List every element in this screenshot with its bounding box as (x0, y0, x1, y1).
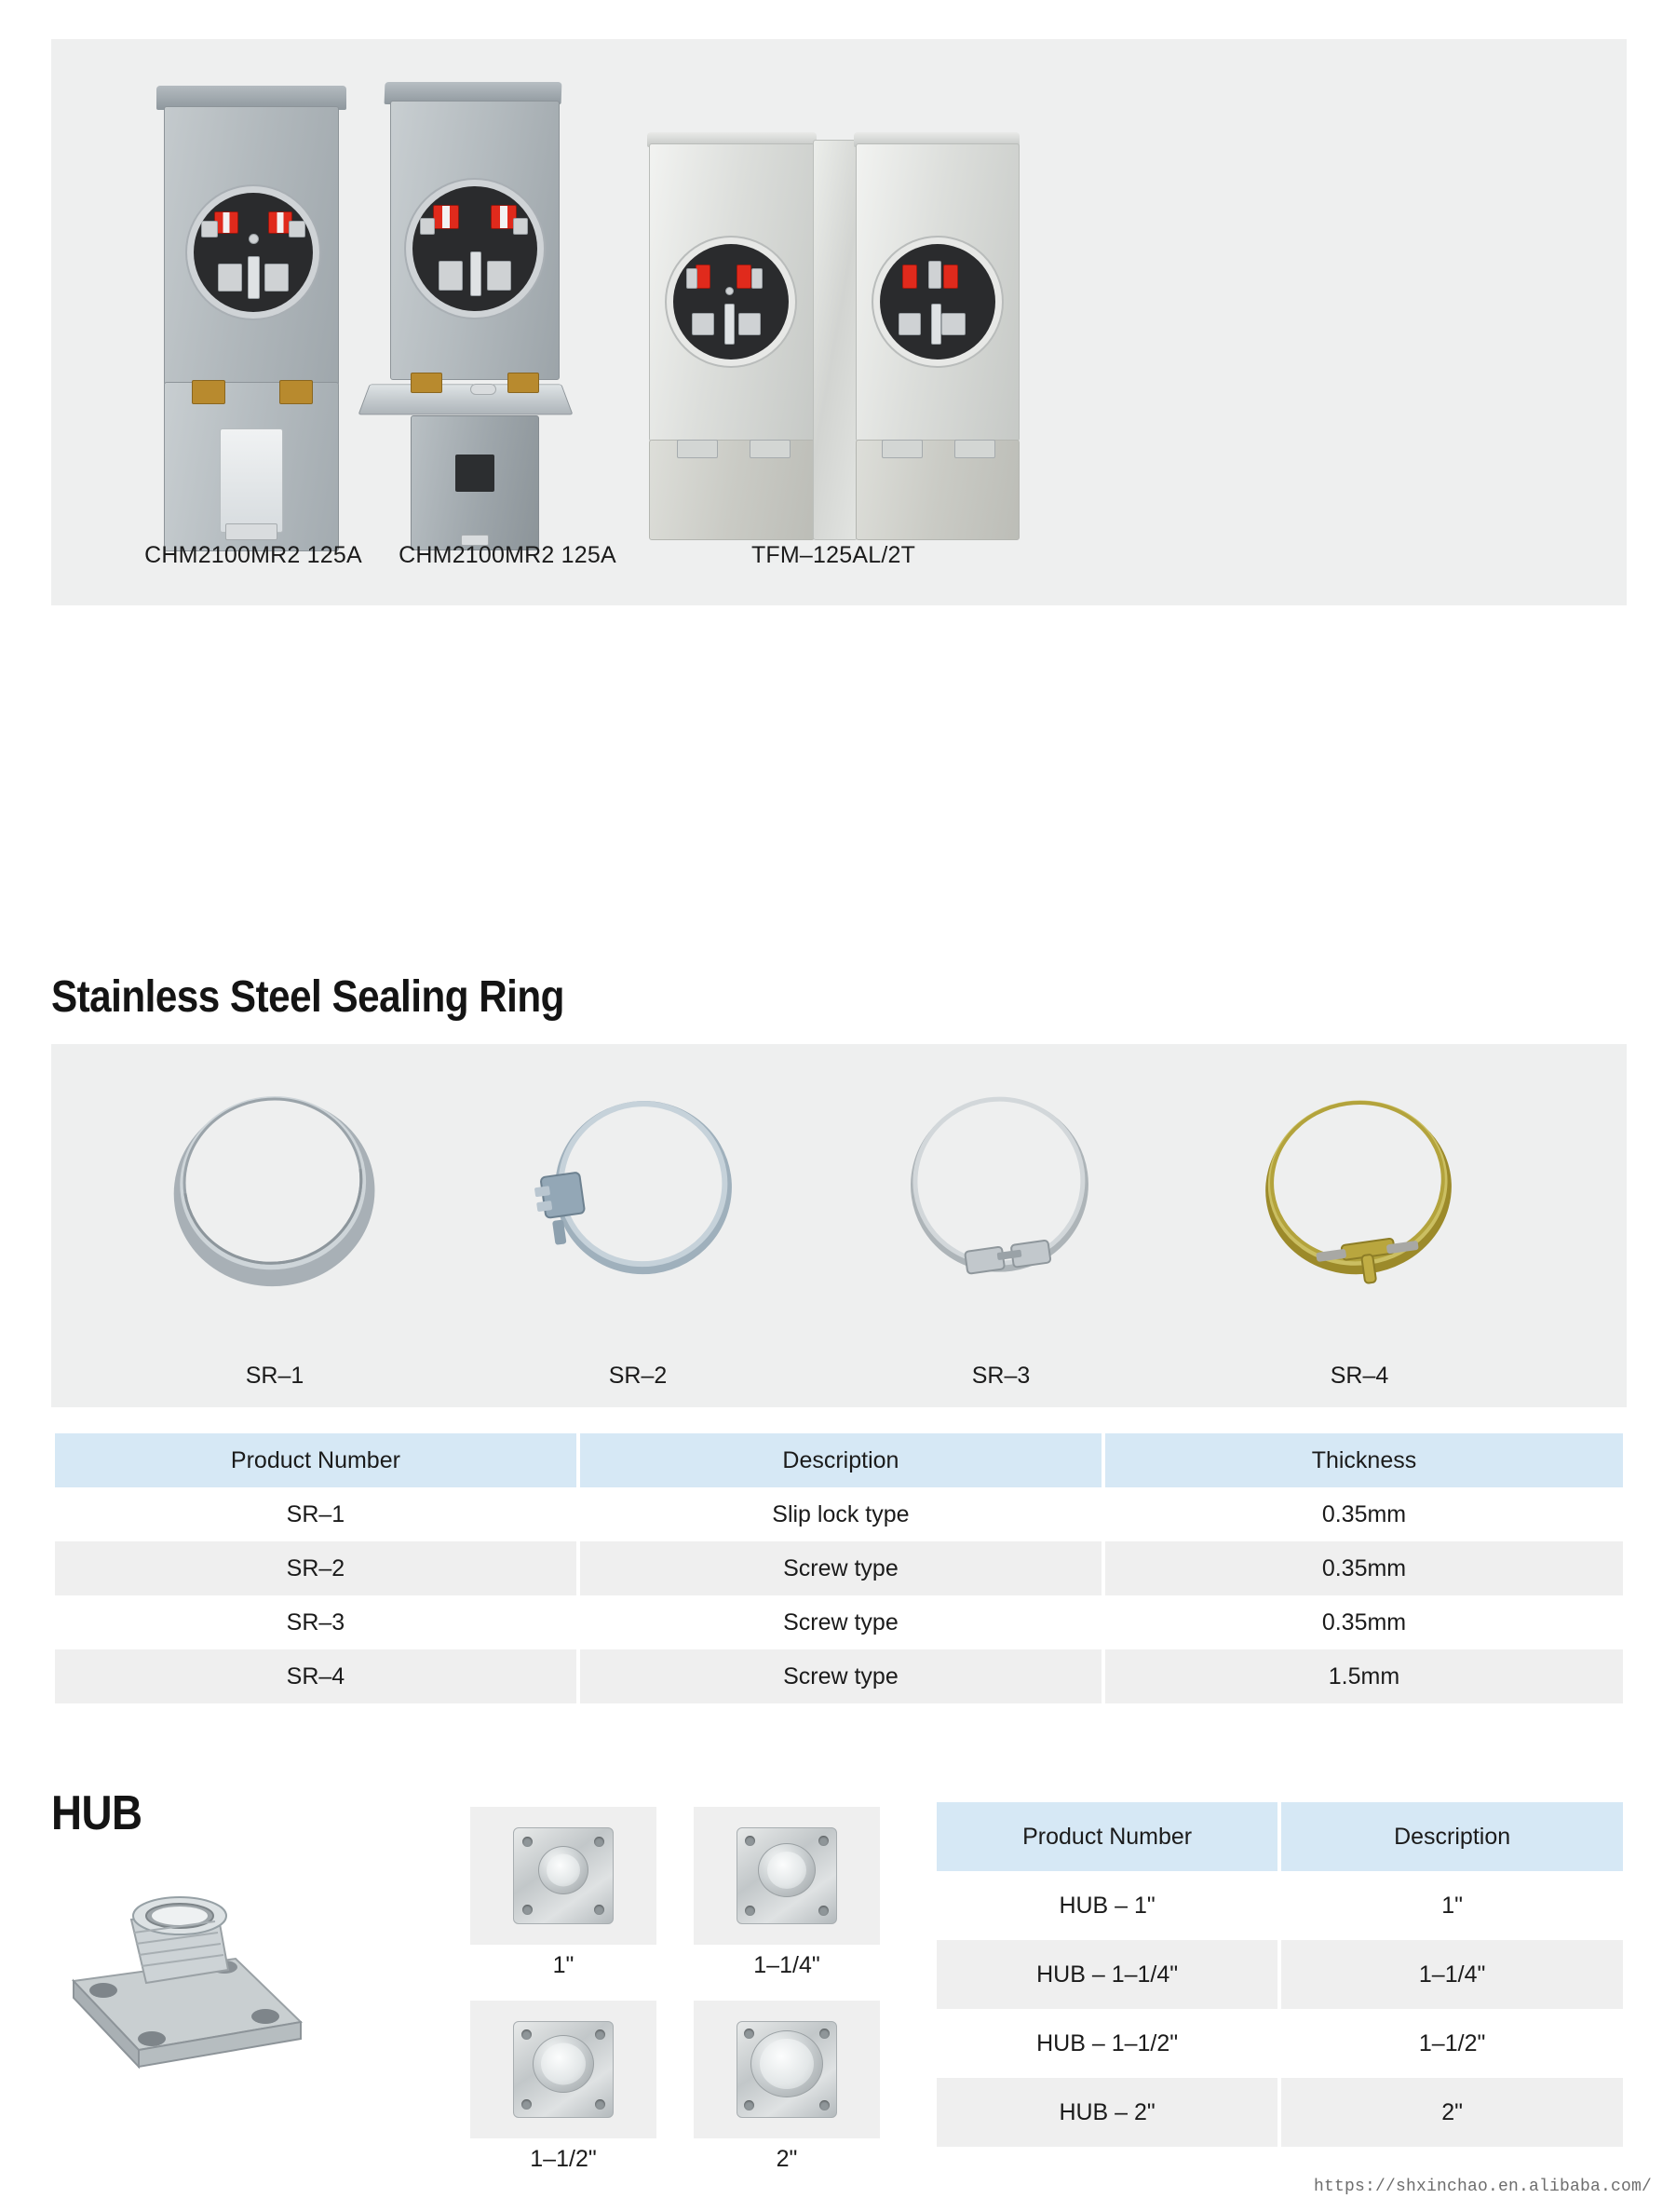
hub-thumbnail-label-2: 1–1/4" (753, 1952, 820, 1978)
cell-description: 1" (1281, 1871, 1623, 1940)
cell-description: 2" (1281, 2078, 1623, 2147)
sr-1-ring-icon (144, 1073, 405, 1318)
sealing-ring-panel (51, 1044, 1627, 1407)
sealing-ring-caption-3: SR–3 (971, 1363, 1031, 1389)
cell-product-number: HUB – 1–1/2" (937, 2009, 1277, 2078)
meter-caption-2: CHM2100MR2 125A (399, 542, 616, 568)
column-header-product-number: Product Number (55, 1433, 576, 1487)
table-row (55, 1541, 1623, 1595)
cell-thickness: 0.35mm (1105, 1595, 1623, 1649)
table-header-row (937, 1802, 1623, 1871)
cell-product-number: SR–4 (55, 1649, 576, 1703)
sr-4-ring-icon (1229, 1073, 1490, 1318)
table-row (55, 1649, 1623, 1703)
cell-thickness: 0.35mm (1105, 1541, 1623, 1595)
sealing-ring-item-4 (1220, 1074, 1499, 1389)
column-header-thickness: Thickness (1105, 1433, 1623, 1487)
sealing-ring-table (51, 1433, 1627, 1703)
sealing-ring-caption-4: SR–4 (1330, 1363, 1389, 1389)
cell-product-number: HUB – 1" (937, 1871, 1277, 1940)
hub-plate-icon (513, 2021, 614, 2118)
hub-collar (538, 1846, 588, 1894)
table-row (937, 1940, 1623, 2009)
hub-collar (758, 1843, 816, 1897)
meter-socket-product-2 (358, 82, 573, 552)
hub-plate-icon (737, 2021, 837, 2118)
sealing-ring-item-2 (498, 1074, 777, 1389)
sealing-ring-item-1 (135, 1074, 414, 1389)
cell-description: 1–1/2" (1281, 2009, 1623, 2078)
hub-heading: HUB (51, 1786, 142, 1840)
hub-plate-icon (513, 1827, 614, 1924)
hub-thumbnail-4 (694, 2001, 880, 2138)
table-row (55, 1487, 1623, 1541)
table-row (55, 1595, 1623, 1649)
cell-description: 1–1/4" (1281, 1940, 1623, 2009)
hub-thumbnail-2 (694, 1807, 880, 1945)
hub-thumbnail-label-3: 1–1/2" (530, 2146, 597, 2172)
hub-table (933, 1802, 1627, 2147)
cell-description: Screw type (580, 1649, 1102, 1703)
hub-thumbnail-label-4: 2" (776, 2146, 798, 2172)
sealing-ring-heading: Stainless Steel Sealing Ring (51, 972, 564, 1022)
cell-description: Screw type (580, 1595, 1102, 1649)
hub-fitting-icon (42, 1858, 321, 2110)
column-header-product-number: Product Number (937, 1802, 1277, 1871)
hub-thumbnail-1 (470, 1807, 656, 1945)
cell-thickness: 0.35mm (1105, 1487, 1623, 1541)
sealing-ring-caption-1: SR–1 (245, 1363, 304, 1389)
column-header-description: Description (1281, 1802, 1623, 1871)
footer-website-url[interactable]: https://shxinchao.en.alibaba.com/ (1313, 2178, 1652, 2196)
sr-3-ring-icon (871, 1073, 1131, 1318)
cell-product-number: SR–3 (55, 1595, 576, 1649)
cell-description: Screw type (580, 1541, 1102, 1595)
hub-thumbnail-label-1: 1" (552, 1952, 574, 1978)
cell-product-number: HUB – 2" (937, 2078, 1277, 2147)
sealing-ring-item-3 (861, 1074, 1141, 1389)
cell-description: Slip lock type (580, 1487, 1102, 1541)
hub-main-photo (42, 1858, 321, 2110)
sealing-ring-caption-2: SR–2 (608, 1363, 668, 1389)
table-row (937, 1871, 1623, 1940)
hub-plate-icon (737, 1827, 837, 1924)
cell-product-number: SR–1 (55, 1487, 576, 1541)
table-header-row (55, 1433, 1623, 1487)
meter-socket-product-1 (149, 86, 354, 551)
hub-thumbnail-3 (470, 2001, 656, 2138)
table-row (937, 2078, 1623, 2147)
meter-caption-1: CHM2100MR2 125A (144, 542, 362, 568)
meter-socket-product-3 (647, 132, 1020, 542)
meter-caption-3: TFM–125AL/2T (750, 542, 916, 568)
column-header-description: Description (580, 1433, 1102, 1487)
table-row (937, 2009, 1623, 2078)
meter-socket-panel (51, 39, 1627, 605)
sr-2-ring-icon (507, 1073, 768, 1318)
cell-thickness: 1.5mm (1105, 1649, 1623, 1703)
hub-collar (750, 2030, 823, 2097)
cell-product-number: SR–2 (55, 1541, 576, 1595)
hub-thumbnail-grid (470, 1807, 880, 2179)
cell-product-number: HUB – 1–1/4" (937, 1940, 1277, 2009)
hub-collar (533, 2035, 594, 2093)
